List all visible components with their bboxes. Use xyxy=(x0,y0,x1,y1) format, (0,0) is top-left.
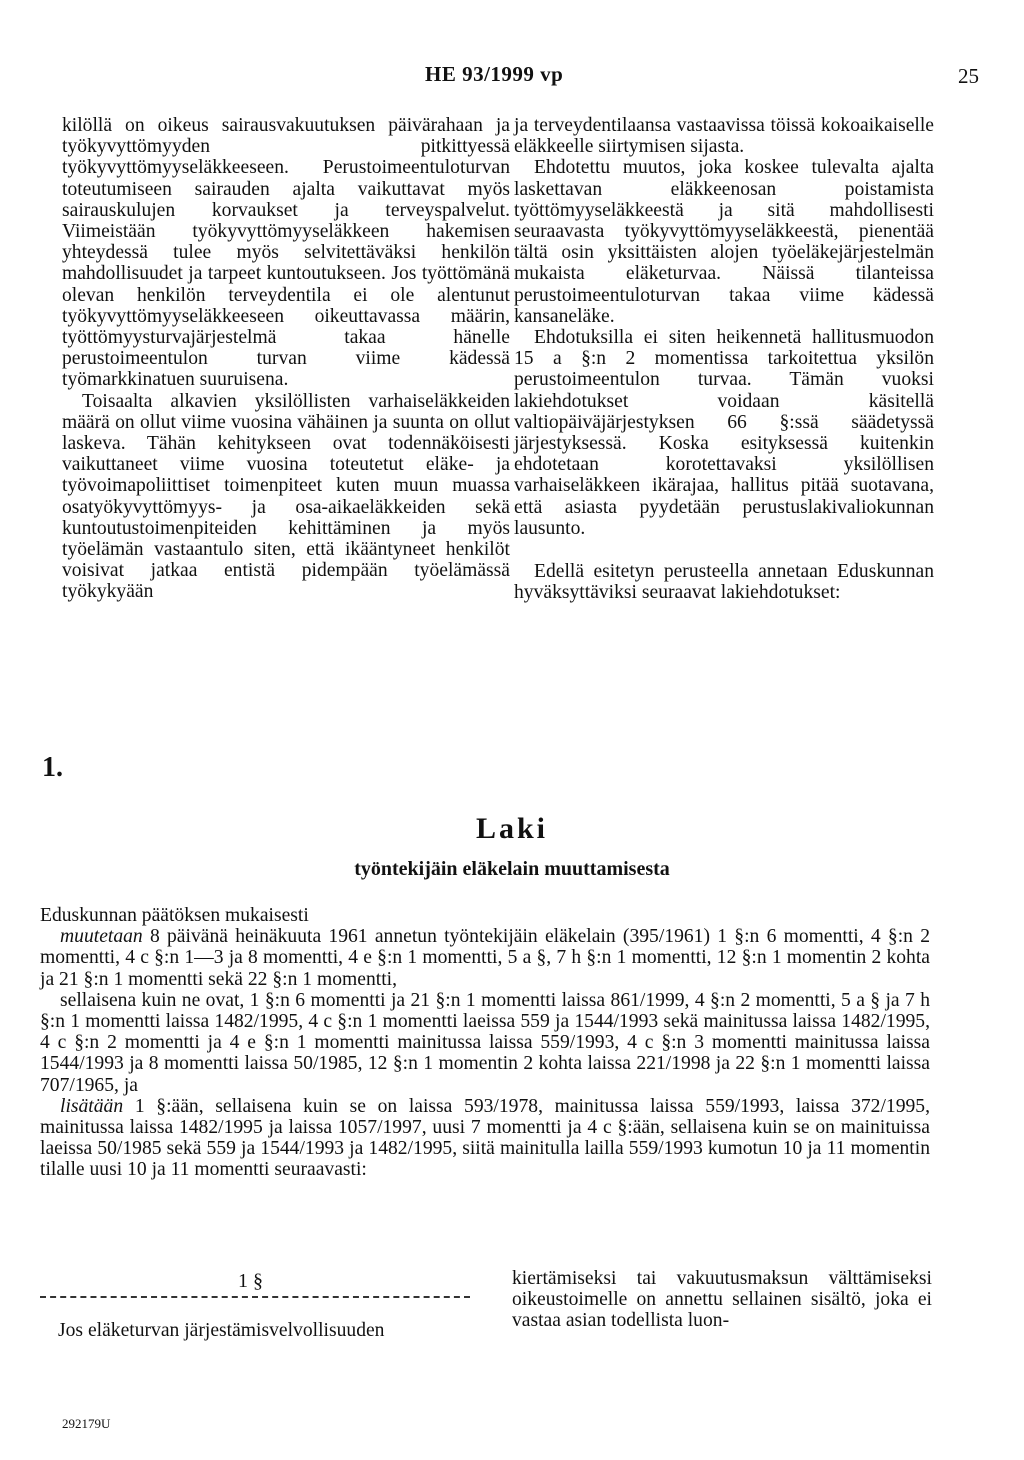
right-paragraph-4: Edellä esitetyn perusteella annetaan Eduskunnan hyväksyttäviksi seuraavat lakiehdotukset: xyxy=(514,561,934,604)
law-title: Laki xyxy=(475,812,549,845)
section-number: 1 § xyxy=(238,1270,263,1292)
document-id: HE 93/1999 vp xyxy=(425,62,564,86)
right-paragraph-1: ja terveydentilaansa vastaavissa töissä kokoaikaiselle eläkkeelle siirtymisen sijasta. xyxy=(514,115,934,158)
page-header xyxy=(0,62,1024,96)
law-subtitle: työntekijäin eläkelain muuttamisesta xyxy=(354,858,670,880)
law-lisataan xyxy=(40,1096,930,1181)
law-body xyxy=(40,905,930,1181)
right-paragraph-2: Ehdotettu muutos, joka koskee tulevalta ajalta laskettavan eläkkeenosan poistamista työttömyyseläkkeestä ja sitä mahdollisesti seuraavasta työkyvyttömyyseläkkeestä, pienentää tältä osin yksittäisten alojen työeläkejärjestelmän mukaista eläketurvaa. Näissä tilanteissa perustoimeentuloturvan takaa viime kädessä kansaneläke. xyxy=(514,157,934,327)
footer-code: 292179U xyxy=(62,1416,111,1431)
section-left-text: Jos eläketurvan järjestämisvelvollisuuden xyxy=(58,1320,385,1341)
left-column xyxy=(62,115,510,603)
law-sellaisena: sellaisena kuin ne ovat, 1 §:n 6 momentti ja 21 §:n 1 momentti laissa 861/1999, 4 §:n 2 momentti, 5 a § ja 7 h §:n 1 momentti laissa 1482/1995, 4 c §:n 1 momentti laeissa 559 ja 1544/1993 sekä mainitussa laissa 1482/1995, 4 c §:n 2 momentti ja 4 e §:n 1 momentti mainitussa laissa 559/1993, 4 c §:n 3 momentti mainitussa laissa 1544/1993 ja 8 momentti laissa 50/1985, 12 §:n 1 momentin 2 kohta laissa 221/1998 ja 22 §:n 1 momentti laissa 707/1965, ja xyxy=(40,989,930,1096)
right-column xyxy=(514,115,934,603)
left-paragraph-1: kilöllä on oikeus sairausvakuutuksen päivärahaan ja työkyvyttömyyden pitkittyessä työkyvyttömyyseläkkeeseen. Perustoimeentuloturvan toteutumiseen sairauden ajalta vaikuttavat myös sairauskulujen korvaukset ja terveyspalvelut. Viimeistään työkyvyttömyyseläkkeen hakemisen yhteydessä tulee myös selvitettäväksi henkilön mahdollisuudet ja tarpeet kuntoutukseen. Jos työttömänä olevan henkilön terveydentila ei ole alentunut työkyvyttömyyseläkkeeseen oikeuttavassa määrin, työttömyysturvajärjestelmä takaa hänelle perustoimeentulon turvan viime kädessä työmarkkinatuen suuruisena. xyxy=(62,115,510,391)
right-paragraph-3: Ehdotuksilla ei siten heikennetä hallitusmuodon 15 a §:n 2 momentissa tarkoitettua yksilön perustoimeentulon turvaa. Tämän vuoksi lakiehdotukset voidaan käsitellä valtiopäiväjärjestyksen 66 §:ssä säädetyssä järjestyksessä. Koska esityksessä kuitenkin ehdotetaan korotettavaksi yksilöllisen varhaiseläkkeen ikärajaa, hallitus pitää suotavana, että asiasta pyydetään perustuslakivaliokunnan lausunto. xyxy=(514,327,934,539)
lisataan-keyword: lisätään xyxy=(60,1095,124,1117)
law-number: 1. xyxy=(42,752,63,783)
muutetaan-keyword: muutetaan xyxy=(60,926,143,948)
lisataan-text: 1 §:ään, sellaisena kuin se on laissa 593/1978, mainitussa laissa 559/1993, laissa 372/1995, mainitussa laissa 1482/1995 ja laissa 1057/1997, uusi 7 momentti ja 4 c §:ään, sellaisena kuin se on mainituissa laeissa 50/1985 sekä 559 ja 1544/1993 ja 1482/1995, siitä mainitulla lailla 559/1993 kumotun 10 ja 11 momentin tilalle uusi 10 ja 11 momentti seuraavasti: xyxy=(40,1095,930,1181)
omission-dashes xyxy=(40,1296,470,1298)
section-right-text: kiertämiseksi tai vakuutusmaksun välttämiseksi oikeustoimelle on annettu sellainen sisältö, joka ei vastaa asian todellista luon- xyxy=(512,1268,932,1332)
law-intro: Eduskunnan päätöksen mukaisesti xyxy=(40,905,309,926)
muutetaan-text: 8 päivänä heinäkuuta 1961 annetun työntekijäin eläkelain (395/1961) 1 §:n 6 momentti, 4 §:n 2 momentti, 4 c §:n 1—3 ja 8 momentti, 4 e §:n 1 momentti, 5 a §, 7 h §:n 1 momentti, 12 §:n 1 momentin 2 kohta ja 21 §:n 1 momentti sekä 22 §:n 1 momentti, xyxy=(40,926,930,990)
page-number: 25 xyxy=(958,64,979,88)
left-paragraph-2: Toisaalta alkavien yksilöllisten varhaiseläkkeiden määrä on ollut viime vuosina vähäinen ja suunta on ollut laskeva. Tähän kehitykseen ovat todennäköisesti vaikuttaneet viime vuosina toteutetut eläke- ja työvoimapoliittiset toimenpiteet kuten muun muassa osatyökyvyttömyys- ja osa-aikaeläkkeiden sekä kuntoutustoimenpiteiden kehittäminen ja myös työelämän vastaantulo siten, että ikääntyneet henkilöt voisivat jatkaa entistä pidempään työelämässä työkykyään xyxy=(62,390,510,603)
law-muutetaan xyxy=(40,926,930,990)
